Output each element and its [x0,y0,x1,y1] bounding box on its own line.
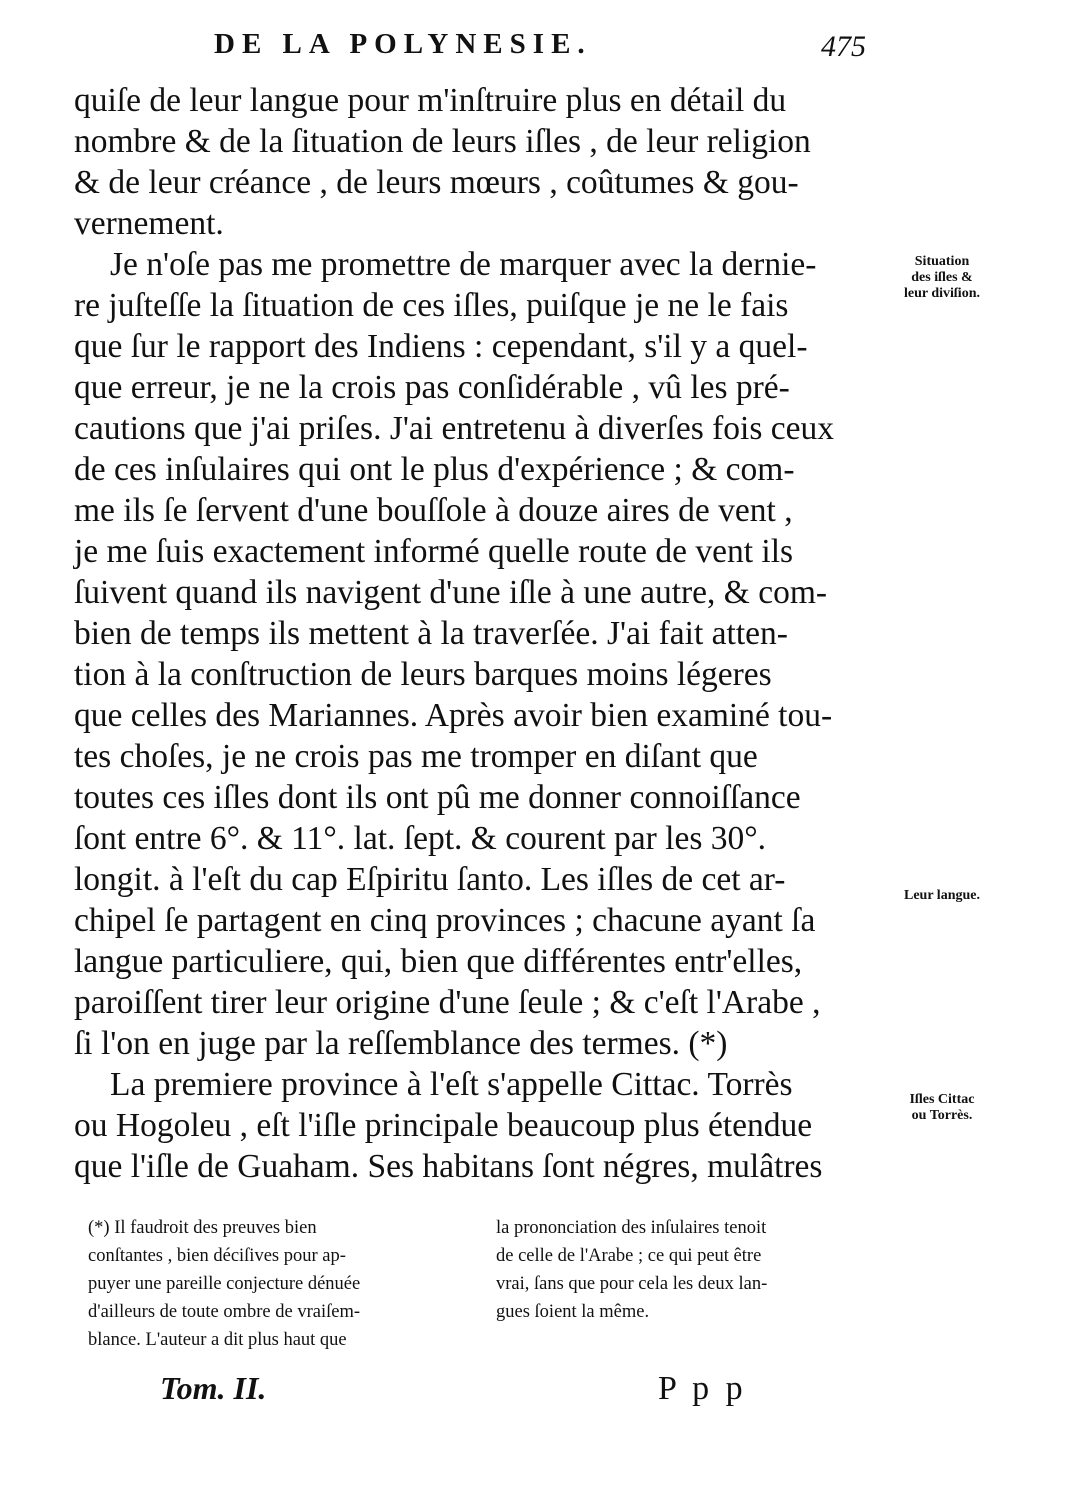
footnote-line: blance. L'auteur a dit plus haut que [88,1330,347,1350]
text-line: que l'iſle de Guaham. Ses habitans ſont négres, mulâtres [74,1148,823,1185]
main-text-block [74,80,880,1187]
text-line: ſi l'on en juge par la reſſemblance des termes. (*) [74,1025,728,1062]
text-line: langue particuliere, qui, bien que différentes entr'elles, [74,943,803,980]
volume-mark: Tom. II. [160,1370,267,1406]
margin-note-isles-cittac [882,1092,1002,1124]
footnote-left-column [88,1214,478,1354]
text-line: tes choſes, je ne crois pas me tromper en diſant que [74,738,758,775]
text-line: Je n'oſe pas me promettre de marquer avec la dernie- [110,246,817,283]
text-line: de ces inſulaires qui ont le plus d'expérience ; & com- [74,451,795,488]
margin-note-line: des iſles & [911,270,973,285]
margin-note-line: ou Torrès. [911,1108,973,1123]
footnote-line: vrai, ſans que pour cela les deux lan- [496,1274,768,1294]
text-line: chipel ſe partagent en cinq provinces ; chacune ayant ſa [74,902,816,939]
text-line: ſuivent quand ils navigent d'une iſle à une autre, & com- [74,574,828,611]
footnote-line: puyer une pareille conjecture dénuée [88,1274,361,1294]
text-line: ou Hogoleu , eſt l'iſle principale beaucoup plus étendue [74,1107,813,1144]
margin-note-line: leur diviſion. [904,286,980,301]
text-line: nombre & de la ſituation de leurs iſles , de leur religion [74,123,811,160]
footnote-line: conſtantes , bien déciſives pour ap- [88,1246,346,1266]
text-line: re juſteſſe la ſituation de ces iſles, puiſque je ne le fais [74,287,789,324]
margin-note-line: Leur langue. [904,888,980,903]
text-line: La premiere province à l'eſt s'appelle Cittac. Torrès [110,1066,793,1103]
margin-note-langue [882,888,1002,904]
text-line: que ſur le rapport des Indiens : cependant, s'il y a quel- [74,328,808,365]
page-number: 475 [821,30,866,63]
footnote-line: de celle de l'Arabe ; ce qui peut être [496,1246,762,1266]
text-line: je me ſuis exactement informé quelle route de vent ils [74,533,794,570]
text-line: tion à la conſtruction de leurs barques moins légeres [74,656,772,693]
footnote-line: gues ſoient la même. [496,1302,650,1322]
text-line: ſont entre 6°. & 11°. lat. ſept. & courent par les 30°. [74,820,767,857]
text-line: que celles des Mariannes. Après avoir bien examiné tou- [74,697,833,734]
text-line: cautions que j'ai priſes. J'ai entretenu à diverſes fois ceux [74,410,834,447]
text-line: quiſe de leur langue pour m'inſtruire plus en détail du [74,82,787,119]
text-line: me ils ſe ſervent d'une bouſſole à douze aires de vent , [74,492,793,529]
running-title: DE LA POLYNESIE. [214,28,592,60]
footnote-line: la prononciation des inſulaires tenoit [496,1218,767,1238]
text-line: paroiſſent tirer leur origine d'une ſeule ; & c'eſt l'Arabe , [74,984,821,1021]
margin-note-situation [882,254,1002,302]
footnote-line: d'ailleurs de toute ombre de vraiſem- [88,1302,360,1322]
text-line: & de leur créance , de leurs mœurs , coûtumes & gou- [74,164,799,201]
footnote-line: (*) Il faudroit des preuves bien [88,1218,317,1238]
footnote-right-column [496,1214,888,1326]
margin-note-line: Situation [914,254,970,269]
text-line: vernement. [74,205,224,242]
margin-note-line: Iſles Cittac [909,1092,975,1107]
text-line: longit. à l'eſt du cap Eſpiritu ſanto. Les iſles de cet ar- [74,861,786,898]
text-line: toutes ces iſles dont ils ont pû me donner connoiſſance [74,779,801,816]
text-line: que erreur, je ne la crois pas conſidérable , vû les pré- [74,369,790,406]
text-line: bien de temps ils mettent à la traverſée. J'ai fait atten- [74,615,788,652]
signature-mark: P p p [658,1370,747,1407]
